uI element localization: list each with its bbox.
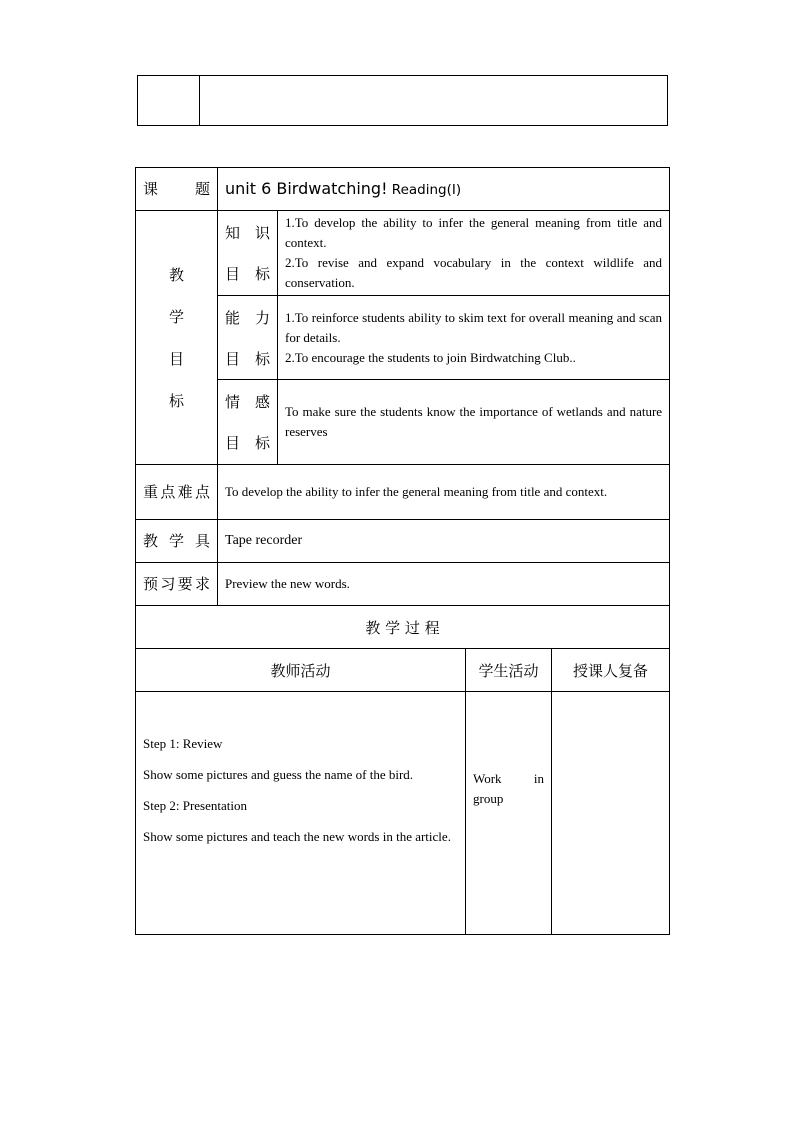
teacher-step: Show some pictures and teach the new words in the article.	[143, 829, 451, 844]
topic-row	[136, 168, 670, 211]
ability-objective-text	[278, 296, 670, 380]
top-table	[137, 75, 668, 126]
teaching-aids-text: Tape recorder	[218, 520, 670, 563]
ability-label-cell	[218, 296, 278, 380]
process-content-row	[136, 692, 670, 935]
key-points-text: To develop the ability to infer the general meaning from title and context.	[218, 465, 670, 520]
student-activity-cell	[466, 692, 552, 935]
teaching-aids-row	[136, 520, 670, 563]
teacher-step: Step 1: Review	[143, 736, 223, 751]
emotion-label-cell	[218, 380, 278, 465]
knowledge-label-cell	[218, 211, 278, 296]
knowledge-label-line1: 知 识	[225, 224, 270, 242]
knowledge-objective-text	[278, 211, 670, 296]
knowledge-item: 2.To revise and expand vocabulary in the context wildlife and conservation.	[285, 255, 663, 290]
preview-text: Preview the new words.	[218, 563, 670, 606]
student-activity-text: Work in group	[473, 771, 544, 806]
ability-item: 2.To encourage the students to join Birdwatching Club..	[285, 350, 576, 365]
lesson-prep-header: 授课人复备	[552, 649, 670, 692]
topic-value-cell	[218, 168, 670, 211]
key-points-label: 重点难点	[143, 483, 210, 501]
process-heading-row	[136, 606, 670, 649]
topic-title: unit 6 Birdwatching	[225, 179, 382, 198]
preview-label-cell	[136, 563, 218, 606]
ability-label-line2: 目 标	[225, 349, 270, 368]
knowledge-item: 1.To develop the ability to infer the general meaning from title and context.	[285, 215, 663, 250]
knowledge-label-line2: 目 标	[225, 265, 270, 283]
objectives-label-cell	[136, 211, 218, 465]
teacher-step: Show some pictures and guess the name of the bird.	[143, 767, 414, 782]
preview-row	[136, 563, 670, 606]
emotion-item: To make sure the students know the importance of wetlands and nature reserves	[285, 404, 663, 439]
teacher-step: Step 2: Presentation	[143, 798, 247, 813]
lesson-plan-table	[135, 167, 670, 935]
preview-label: 预习要求	[143, 575, 210, 593]
top-table-right-cell	[200, 76, 668, 126]
topic-label-cell	[136, 168, 218, 211]
teaching-aids-label-cell	[136, 520, 218, 563]
process-columns-row	[136, 649, 670, 692]
objectives-label-char: 学	[168, 307, 184, 326]
knowledge-objective-row	[136, 211, 670, 296]
key-points-row	[136, 465, 670, 520]
teaching-aids-label: 教 学 具	[143, 532, 210, 550]
lesson-prep-cell	[552, 692, 670, 935]
topic-subtitle: Reading(I)	[387, 182, 462, 198]
emotion-objective-text	[278, 380, 670, 465]
objectives-label-char: 教	[168, 265, 184, 284]
ability-item: 1.To reinforce students ability to skim text for overall meaning and scan for details.	[285, 310, 663, 345]
ability-label-line1: 能 力	[225, 308, 270, 327]
objectives-label-char: 目	[168, 349, 184, 368]
key-points-label-cell	[136, 465, 218, 520]
teacher-activity-header: 教师活动	[136, 649, 466, 692]
topic-label: 课 题	[143, 180, 210, 198]
topic-mark: !	[381, 179, 388, 198]
teacher-activity-cell	[136, 692, 466, 935]
process-heading: 教 学 过 程	[136, 606, 670, 649]
objectives-label-char: 标	[168, 391, 184, 410]
emotion-label-line2: 目 标	[225, 434, 270, 452]
top-table-row	[138, 76, 668, 126]
student-activity-header: 学生活动	[466, 649, 552, 692]
top-table-left-cell	[138, 76, 200, 126]
emotion-label-line1: 情 感	[225, 393, 270, 411]
